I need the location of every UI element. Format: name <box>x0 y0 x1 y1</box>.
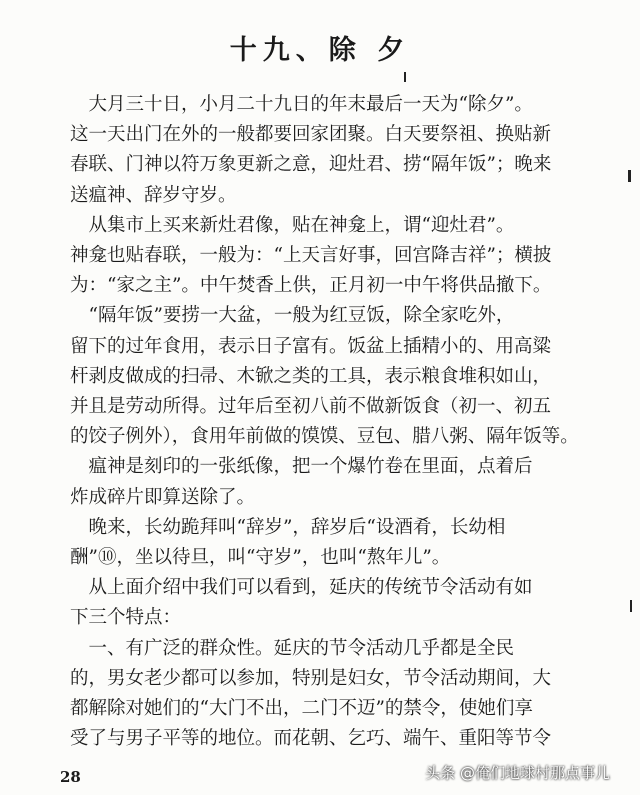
text-line: 大月三十日，小月二十九日的年末最后一天为“除夕”。 <box>70 94 533 115</box>
scan-speck <box>404 72 406 82</box>
text-line: 从集市上买来新灶君像，贴在神龛上，谓“迎灶君”。 <box>70 214 515 236</box>
page-number: 28 <box>60 768 81 786</box>
text-line: 下三个特点： <box>70 607 182 629</box>
scan-speck <box>630 600 632 612</box>
text-line: 春联、门神以符万象更新之意，迎灶君、捞“隔年饭”；晚来 <box>70 154 552 176</box>
text-line: 这一天出门在外的一般都要回家团聚。白天要祭祖、换贴新 <box>70 124 552 146</box>
text-line: 并且是劳动所得。过年后至初八前不做新饭食（初一、初五 <box>70 396 552 418</box>
text-line: 酬”⑩，坐以待旦，叫“守岁”，也叫“熬年儿”。 <box>70 547 451 569</box>
text-line: 神龛也贴春联，一般为：“上天言好事，回宫降吉祥”；横披 <box>70 245 552 267</box>
text-line: 杆剥皮做成的扫帚、木锨之类的工具，表示粮食堆积如山， <box>70 365 552 387</box>
text-line: 留下的过年食用，表示日子富有。饭盆上插精小的、用高粱 <box>70 335 552 357</box>
chapter-title: 十九、除 夕 <box>229 35 411 66</box>
text-line: 都解除对她们的“大门不出，二门不迈”的禁令，使她们享 <box>70 698 533 720</box>
text-line: 的饺子例外），食用年前做的馍馍、豆包、腊八粥、隔年饭等。 <box>70 426 579 448</box>
text-line: 炸成碎片即算送除了。 <box>70 486 256 508</box>
text-line: 从上面介绍中我们可以看到，延庆的传统节令活动有如 <box>70 577 533 599</box>
text-line: “隔年饭”要捞一大盆，一般为红豆饭，除全家吃外， <box>70 305 515 327</box>
text-line: 瘟神是刻印的一张纸像，把一个爆竹卷在里面，点着后 <box>70 456 533 478</box>
text-line: 为：“家之主”。中午焚香上供，正月初一中午将供品撤下。 <box>70 275 552 297</box>
body-text <box>70 90 579 754</box>
scan-speck <box>628 170 631 182</box>
text-line: 送瘟神、辞岁守岁。 <box>70 184 237 206</box>
text-line: 的，男女老少都可以参加，特别是妇女，节令活动期间，大 <box>70 667 552 689</box>
text-line: 晚来，长幼跪拜叫“辞岁”，辞岁后“设酒肴，长幼相 <box>70 516 506 538</box>
watermark: 头条 @俺们地球村那点事儿 <box>425 764 610 782</box>
text-line: 受了与男子平等的地位。而花朝、乞巧、端午、重阳等节令 <box>70 728 552 750</box>
text-line: 一、有广泛的群众性。延庆的节令活动几乎都是全民 <box>70 637 515 659</box>
